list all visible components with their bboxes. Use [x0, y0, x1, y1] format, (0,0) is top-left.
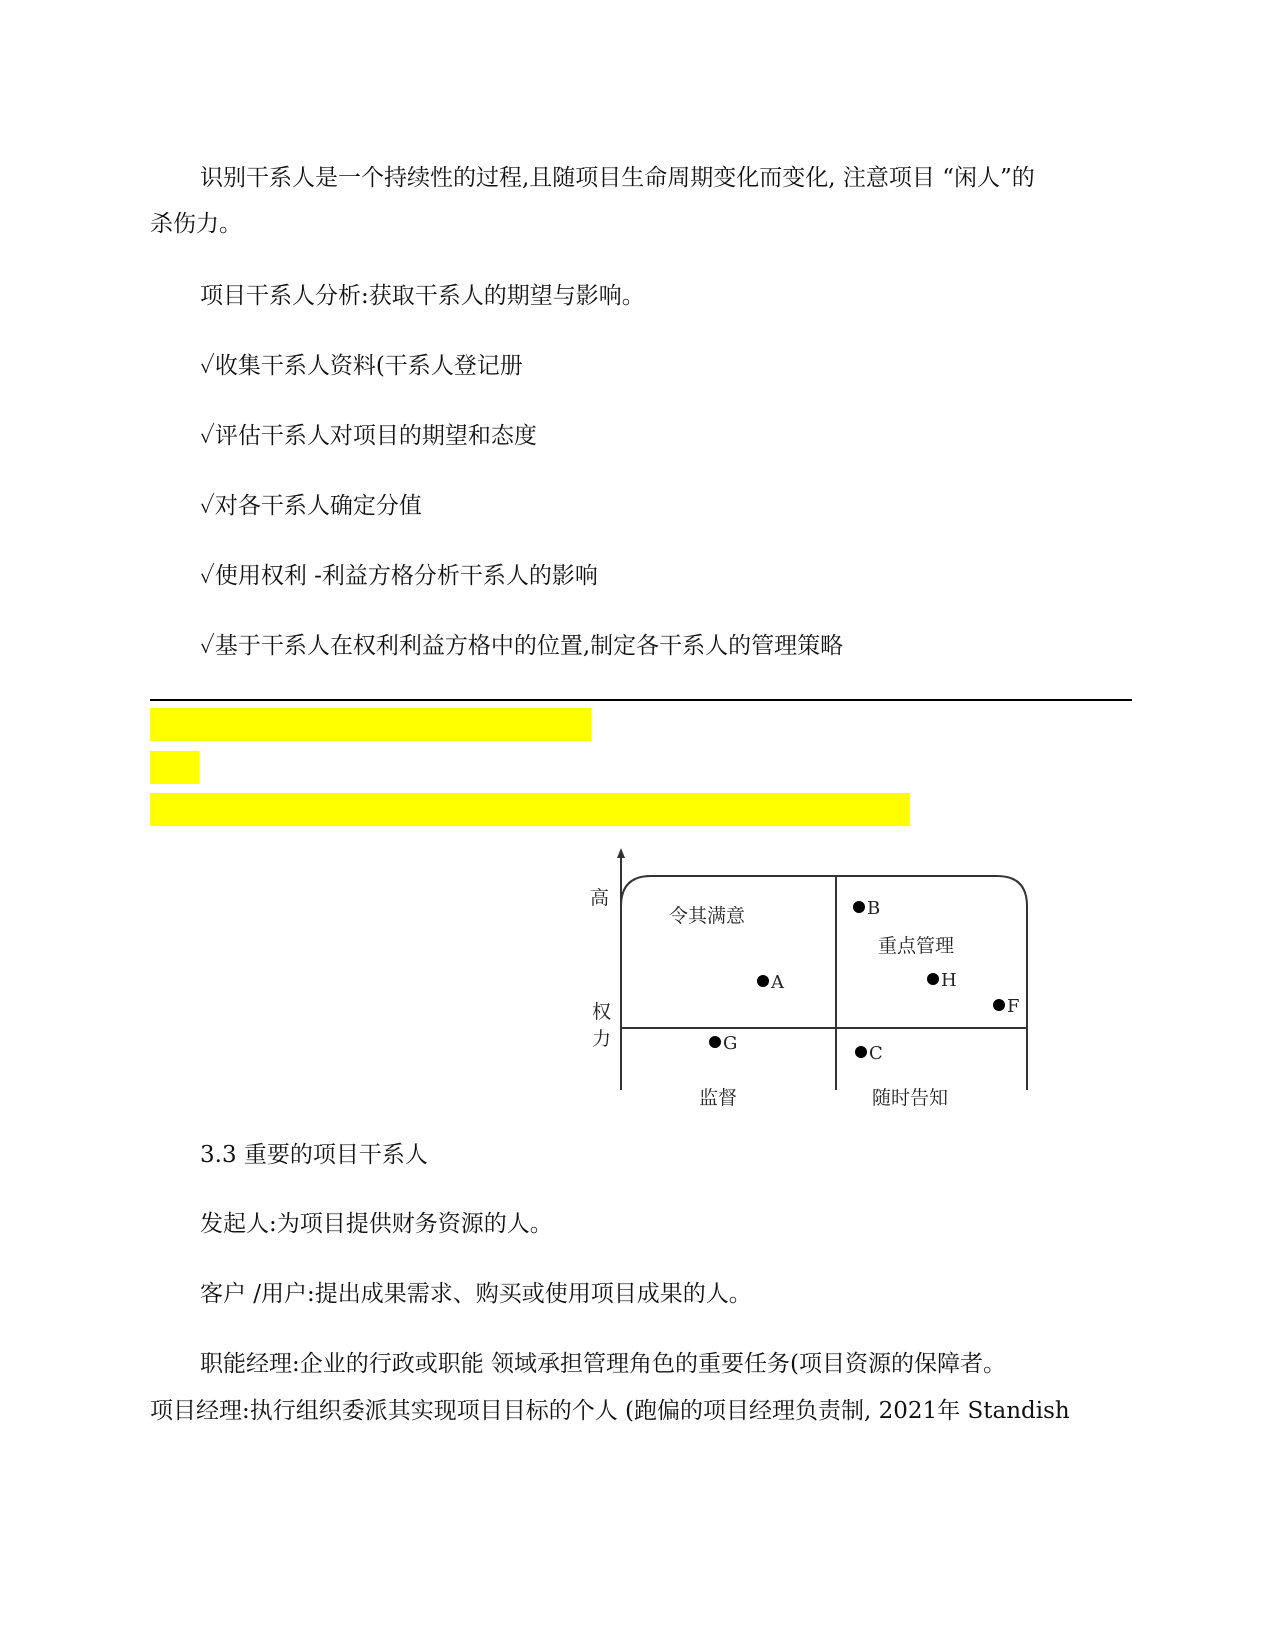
highlight-bar-3 — [150, 793, 910, 826]
quadrant-label-monitor: 监督 — [699, 1087, 738, 1109]
point-label-h: H — [941, 970, 957, 991]
quadrant-label-keep-informed: 随时告知 — [872, 1087, 949, 1109]
y-label-power-2: 力 — [592, 1028, 612, 1050]
checklist-item-2: ✓评估干系人对项目的期望和态度 — [200, 423, 537, 449]
checklist-item-4: ✓使用权利 -利益方格分析干系人的影响 — [200, 563, 598, 589]
point-marker-g — [709, 1036, 721, 1048]
point-label-c: C — [869, 1043, 883, 1064]
paragraph-customer: 客户 /用户:提出成果需求、购买或使用项目成果的人。 — [200, 1281, 752, 1307]
highlight-bar-2 — [150, 751, 199, 784]
point-label-g: G — [723, 1033, 738, 1054]
horizontal-rule — [150, 699, 1132, 701]
paragraph-functional-manager: 职能经理:企业的行政或职能 领域承担管理角色的重要任务(项目资源的保障者。 — [200, 1351, 1007, 1377]
point-label-f: F — [1007, 996, 1020, 1017]
point-label-a: A — [771, 972, 784, 993]
paragraph-analysis: 项目干系人分析:获取干系人的期望与影响。 — [200, 283, 645, 309]
power-interest-grid — [585, 848, 1065, 1109]
point-label-b: B — [867, 898, 881, 919]
y-axis-arrow-icon — [617, 848, 625, 858]
paragraph-identify-line1: 识别干系人是一个持续性的过程,且随项目生命周期变化而变化, 注意项目 “闲人”的 — [200, 165, 1035, 191]
paragraph-sponsor: 发起人:为项目提供财务资源的人。 — [200, 1211, 553, 1237]
quadrant-label-keep-satisfied: 令其满意 — [669, 905, 746, 927]
paragraph-identify-line2: 杀伤力。 — [150, 211, 242, 237]
y-label-high: 高 — [590, 887, 610, 909]
point-marker-f — [993, 999, 1005, 1011]
point-marker-c — [855, 1046, 867, 1058]
y-label-power-1: 权 — [592, 1001, 612, 1023]
quadrant-label-manage-closely: 重点管理 — [878, 935, 955, 957]
point-marker-a — [757, 975, 769, 987]
highlight-bar-1 — [150, 708, 591, 741]
point-marker-h — [927, 973, 939, 985]
checklist-item-3: ✓对各干系人确定分值 — [200, 493, 422, 519]
section-heading: 3.3 重要的项目干系人 — [200, 1142, 428, 1168]
point-marker-b — [853, 901, 865, 913]
checklist-item-1: ✓收集干系人资料(干系人登记册 — [200, 353, 523, 379]
paragraph-project-manager: 项目经理:执行组织委派其实现项目目标的个人 (跑偏的项目经理负责制, 2021年 Standish — [150, 1398, 1070, 1424]
checklist-item-5: ✓基于干系人在权利利益方格中的位置,制定各干系人的管理策略 — [200, 633, 844, 659]
